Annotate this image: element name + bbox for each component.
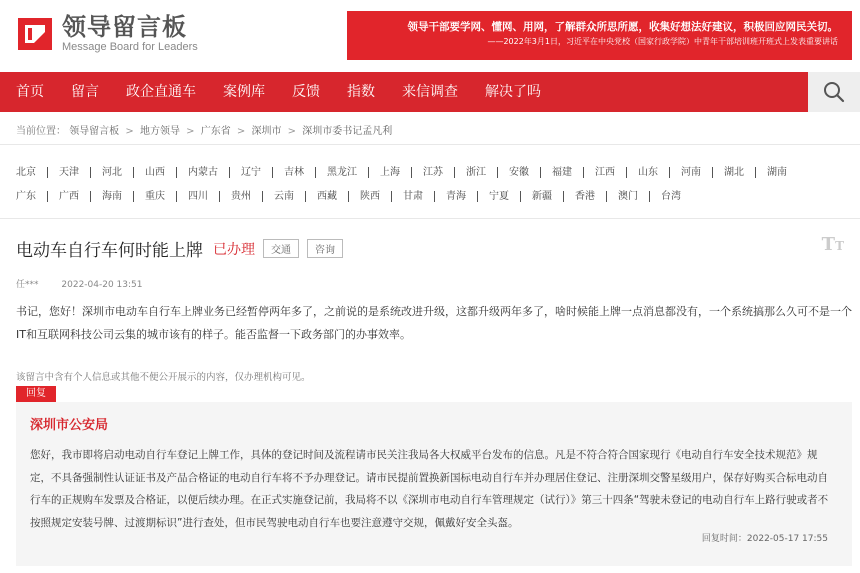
post-time: 2022-04-20 13:51 — [61, 280, 143, 290]
reply-time — [702, 531, 828, 544]
quote-banner[interactable] — [347, 11, 852, 60]
region-link[interactable]: 湖南 — [767, 166, 787, 178]
reply-content: 您好，我市即将启动电动自行车登记上牌工作，具体的登记时间及流程请市民关注我局各大权威平台发布的信息。凡是不符合符合国家现行《电动自行车安全技术规范》规定，不具备强制性认证证书及产品合格证的电动自行车将不予办理登记。请市民提前置换新国标电动自行车并办理居住登记、注册深圳交警星级用户，保存好购买合标电动自行车的正规购车发票及合格证，以便后续办理。在正式实施登记前，我局将不以《深圳市电动自行车管理规定（试行）》第三十四条“驾驶未登记的电动自行车上路行驶或者不按照规定安装号牌、过渡期标识”进行查处，但市民驾驶电动自行车也要注意遵守交规，佩戴好安全头盔。 — [30, 449, 829, 529]
region-link[interactable]: 海南 — [102, 191, 134, 202]
region-link[interactable]: 河北 — [102, 167, 134, 178]
post-header — [16, 236, 343, 261]
region-link[interactable]: 青海 — [446, 191, 478, 202]
region-link[interactable]: 陕西 — [360, 191, 392, 202]
region-link[interactable]: 北京 — [16, 167, 48, 178]
logo-subtitle: Message Board for Leaders — [62, 41, 198, 53]
post-author: 任*** — [16, 280, 39, 290]
logo-mark-icon — [16, 14, 56, 54]
nav-index[interactable]: 指数 — [347, 84, 375, 100]
banner-quote: 领导干部要学网、懂网、用网，了解群众所思所愿，收集好想法好建议，积极回应网民关切。 — [407, 21, 838, 33]
nav-messages[interactable]: 留言 — [71, 84, 99, 100]
divider — [0, 218, 860, 219]
search-icon — [823, 81, 845, 103]
breadcrumb-item[interactable]: 地方领导 — [139, 126, 180, 137]
region-link[interactable]: 山西 — [145, 167, 177, 178]
main-nav — [0, 72, 860, 112]
region-link[interactable]: 上海 — [380, 167, 412, 178]
region-link[interactable]: 安徽 — [509, 167, 541, 178]
region-list — [16, 160, 856, 208]
region-link[interactable]: 吉林 — [284, 167, 316, 178]
post-title: 电动车自行车何时能上牌 — [16, 241, 203, 261]
region-link[interactable]: 福建 — [552, 167, 584, 178]
reply-time-value: 2022-05-17 17:55 — [746, 534, 828, 544]
region-link[interactable]: 江苏 — [423, 167, 455, 178]
nav-cases[interactable]: 案例库 — [223, 84, 265, 100]
nav-home[interactable]: 首页 — [16, 84, 44, 100]
region-link[interactable]: 辽宁 — [241, 167, 273, 178]
divider — [0, 144, 860, 145]
region-link[interactable]: 山东 — [638, 167, 670, 178]
site-logo[interactable] — [16, 14, 198, 54]
reply-label: 回复 — [16, 386, 56, 402]
region-link[interactable]: 广东 — [16, 191, 48, 202]
breadcrumb-prefix: 当前位置： — [16, 126, 66, 137]
search-button[interactable] — [808, 72, 860, 112]
nav-resolved[interactable]: 解决了吗 — [485, 84, 541, 100]
status-badge: 已办理 — [213, 241, 255, 258]
breadcrumb — [16, 122, 392, 137]
region-link[interactable]: 西藏 — [317, 191, 349, 202]
breadcrumb-separator: > — [236, 126, 246, 137]
region-link[interactable]: 天津 — [59, 167, 91, 178]
region-row — [16, 160, 856, 184]
post-meta — [16, 277, 143, 290]
breadcrumb-item[interactable]: 领导留言板 — [69, 126, 120, 137]
banner-source: ——2022年3月1日，习近平在中央党校（国家行政学院）中青年干部培训班开班式上发表重要讲话 — [487, 37, 838, 46]
site-header — [0, 0, 860, 72]
region-link[interactable]: 新疆 — [532, 191, 564, 202]
region-link[interactable]: 贵州 — [231, 191, 263, 202]
region-link[interactable]: 江西 — [595, 167, 627, 178]
reply-time-label: 回复时间： — [701, 534, 747, 544]
font-size-toggle-icon[interactable]: TT — [821, 234, 844, 255]
region-link[interactable]: 河南 — [681, 167, 713, 178]
breadcrumb-item[interactable]: 广东省 — [200, 126, 231, 137]
region-link[interactable]: 四川 — [188, 191, 220, 202]
privacy-notice: 该留言中含有个人信息或其他不便公开展示的内容，仅办理机构可见。 — [16, 372, 311, 383]
tag-traffic[interactable]: 交通 — [263, 239, 299, 258]
region-link[interactable]: 重庆 — [145, 191, 177, 202]
logo-title: 领导留言板 — [62, 13, 187, 41]
nav-feedback[interactable]: 反馈 — [292, 84, 320, 100]
region-row — [16, 184, 856, 208]
breadcrumb-separator: > — [186, 126, 195, 137]
region-link[interactable]: 云南 — [274, 191, 306, 202]
nav-enterprise[interactable]: 政企直通车 — [126, 84, 196, 100]
region-link[interactable]: 香港 — [575, 191, 607, 202]
reply-box — [16, 402, 852, 566]
nav-survey[interactable]: 来信调查 — [402, 84, 458, 100]
region-link[interactable]: 澳门 — [618, 191, 650, 202]
region-link[interactable]: 内蒙古 — [188, 167, 230, 178]
post-content: 书记，您好！深圳市电动车自行车上牌业务已经暂停两年多了，之前说的是系统改进升级，这都升级两年多了，啥时候能上牌一点消息都没有，一个系统搞那么久可不是一个IT和互联网科技公司云集的城市该有的样子。能否监督一下政务部门的办事效率。 — [16, 305, 852, 341]
reply-organization: 深圳市公安局 — [30, 418, 109, 433]
breadcrumb-separator: > — [125, 126, 134, 137]
region-link[interactable]: 浙江 — [466, 167, 498, 178]
region-link[interactable]: 广西 — [59, 191, 91, 202]
tag-consult[interactable]: 咨询 — [307, 239, 343, 258]
region-link[interactable]: 台湾 — [661, 190, 681, 202]
region-link[interactable]: 湖北 — [724, 167, 756, 178]
region-link[interactable]: 黑龙江 — [327, 167, 369, 178]
breadcrumb-item[interactable]: 深圳市委书记孟凡利 — [302, 126, 393, 137]
region-link[interactable]: 宁夏 — [489, 191, 521, 202]
breadcrumb-item[interactable]: 深圳市 — [251, 126, 282, 137]
region-link[interactable]: 甘肃 — [403, 191, 435, 202]
breadcrumb-separator: > — [287, 126, 297, 137]
